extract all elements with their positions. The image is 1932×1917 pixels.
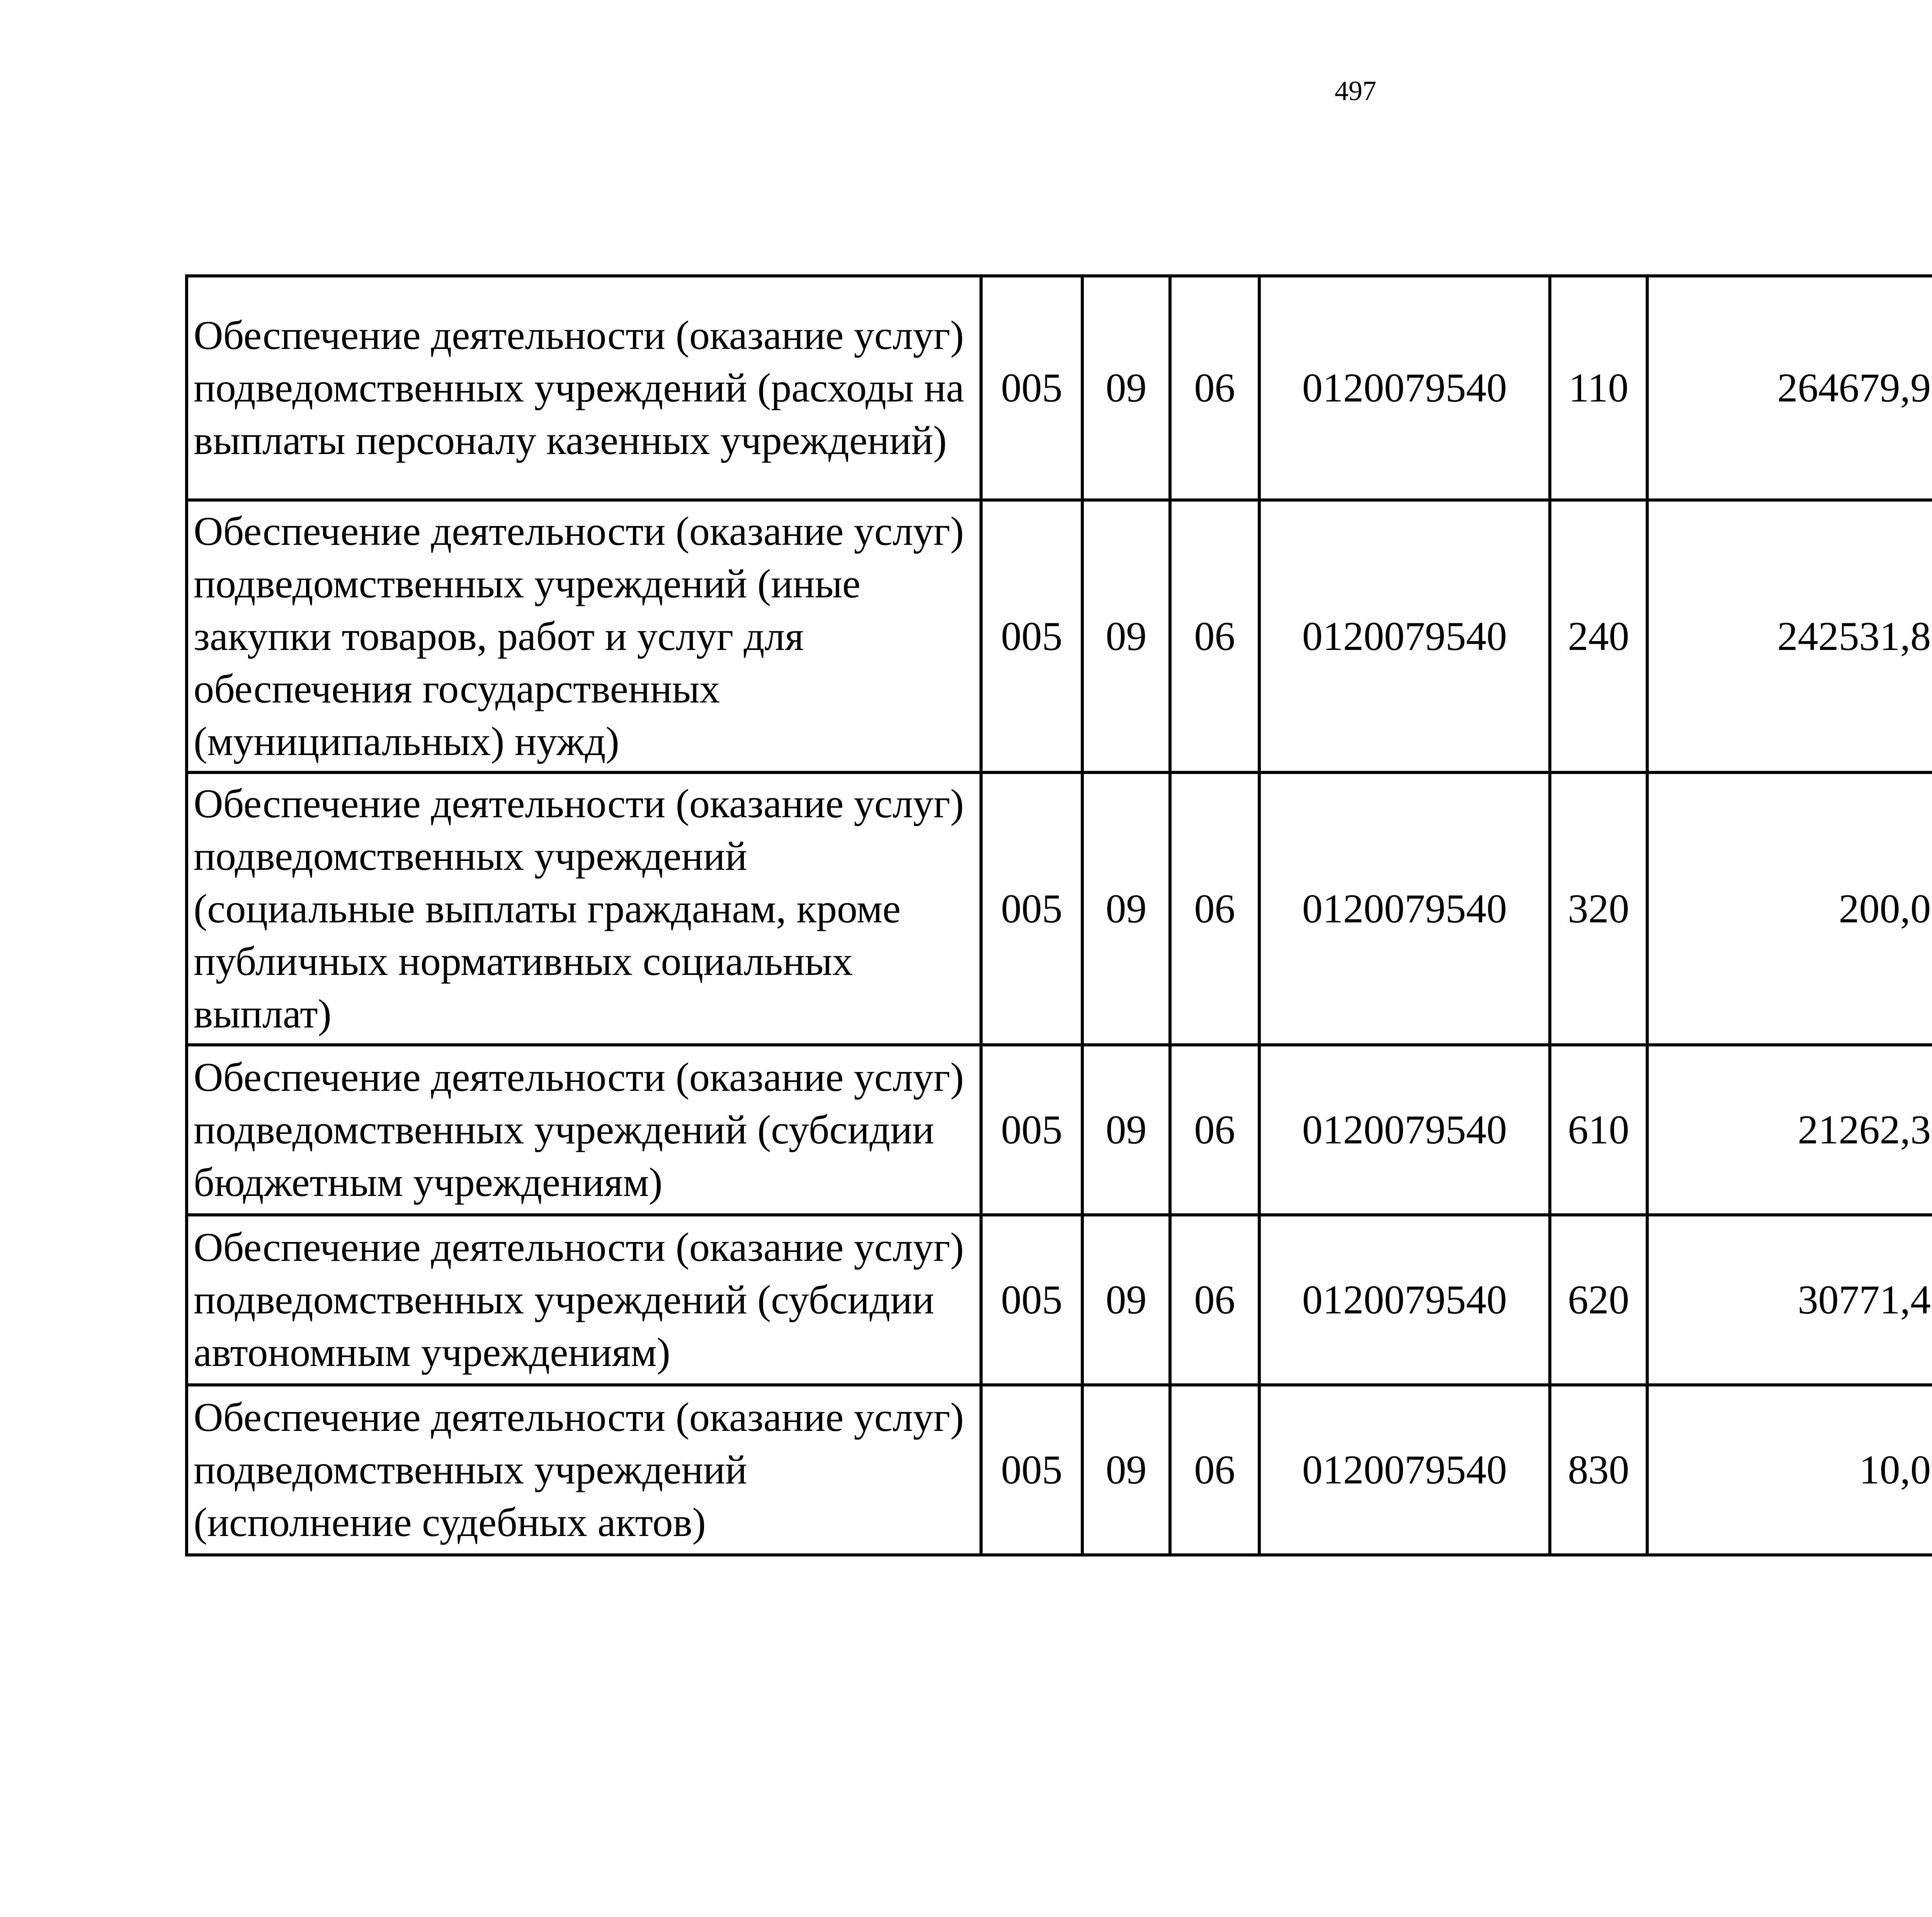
sum-year-1: 264679,9 [1647,276,1932,500]
grbs-code: 005 [981,772,1082,1045]
section-code: 09 [1082,1215,1170,1385]
table-row [187,500,1932,772]
expense-type-code: 110 [1550,276,1647,500]
target-article-code: 0120079540 [1259,772,1550,1045]
grbs-code: 005 [981,1045,1082,1215]
page-number: 497 [1335,75,1376,106]
target-article-code: 0120079540 [1259,276,1550,500]
sum-year-1: 242531,8 [1647,500,1932,772]
sum-year-1: 30771,4 [1647,1215,1932,1385]
row-description: Обеспечение деятельности (оказание услуг) подведомственных учреждений (субсидии автономным учреждениям) [187,1215,981,1385]
subsection-code: 06 [1170,500,1259,772]
grbs-code: 005 [981,500,1082,772]
grbs-code: 005 [981,1215,1082,1385]
section-code: 09 [1082,772,1170,1045]
sum-year-1: 10,0 [1647,1385,1932,1555]
target-article-code: 0120079540 [1259,500,1550,772]
grbs-code: 005 [981,276,1082,500]
table-row [187,1045,1932,1215]
expense-type-code: 320 [1550,772,1647,1045]
section-code: 09 [1082,500,1170,772]
subsection-code: 06 [1170,1385,1259,1555]
section-code: 09 [1082,1045,1170,1215]
target-article-code: 0120079540 [1259,1385,1550,1555]
row-description: Обеспечение деятельности (оказание услуг) подведомственных учреждений (исполнение судебных актов) [187,1385,981,1555]
subsection-code: 06 [1170,772,1259,1045]
expense-type-code: 830 [1550,1385,1647,1555]
subsection-code: 06 [1170,1045,1259,1215]
table-row [187,1385,1932,1555]
row-description: Обеспечение деятельности (оказание услуг) подведомственных учреждений (иные закупки товаров, работ и услуг для обеспечения государственных (муниципальных) нужд) [187,500,981,772]
sum-year-1: 21262,3 [1647,1045,1932,1215]
row-description: Обеспечение деятельности (оказание услуг) подведомственных учреждений (расходы на выплаты персоналу казенных учреждений) [187,276,981,500]
sum-year-1: 200,0 [1647,772,1932,1045]
table-row [187,1215,1932,1385]
expense-type-code: 610 [1550,1045,1647,1215]
budget-table [185,274,1932,1556]
subsection-code: 06 [1170,276,1259,500]
section-code: 09 [1082,276,1170,500]
target-article-code: 0120079540 [1259,1215,1550,1385]
grbs-code: 005 [981,1385,1082,1555]
row-description: Обеспечение деятельности (оказание услуг) подведомственных учреждений (социальные выплаты гражданам, кроме публичных нормативных социальных выплат) [187,772,981,1045]
row-description: Обеспечение деятельности (оказание услуг) подведомственных учреждений (субсидии бюджетным учреждениям) [187,1045,981,1215]
table-row [187,276,1932,500]
target-article-code: 0120079540 [1259,1045,1550,1215]
expense-type-code: 240 [1550,500,1647,772]
subsection-code: 06 [1170,1215,1259,1385]
expense-type-code: 620 [1550,1215,1647,1385]
section-code: 09 [1082,1385,1170,1555]
table-row [187,772,1932,1045]
